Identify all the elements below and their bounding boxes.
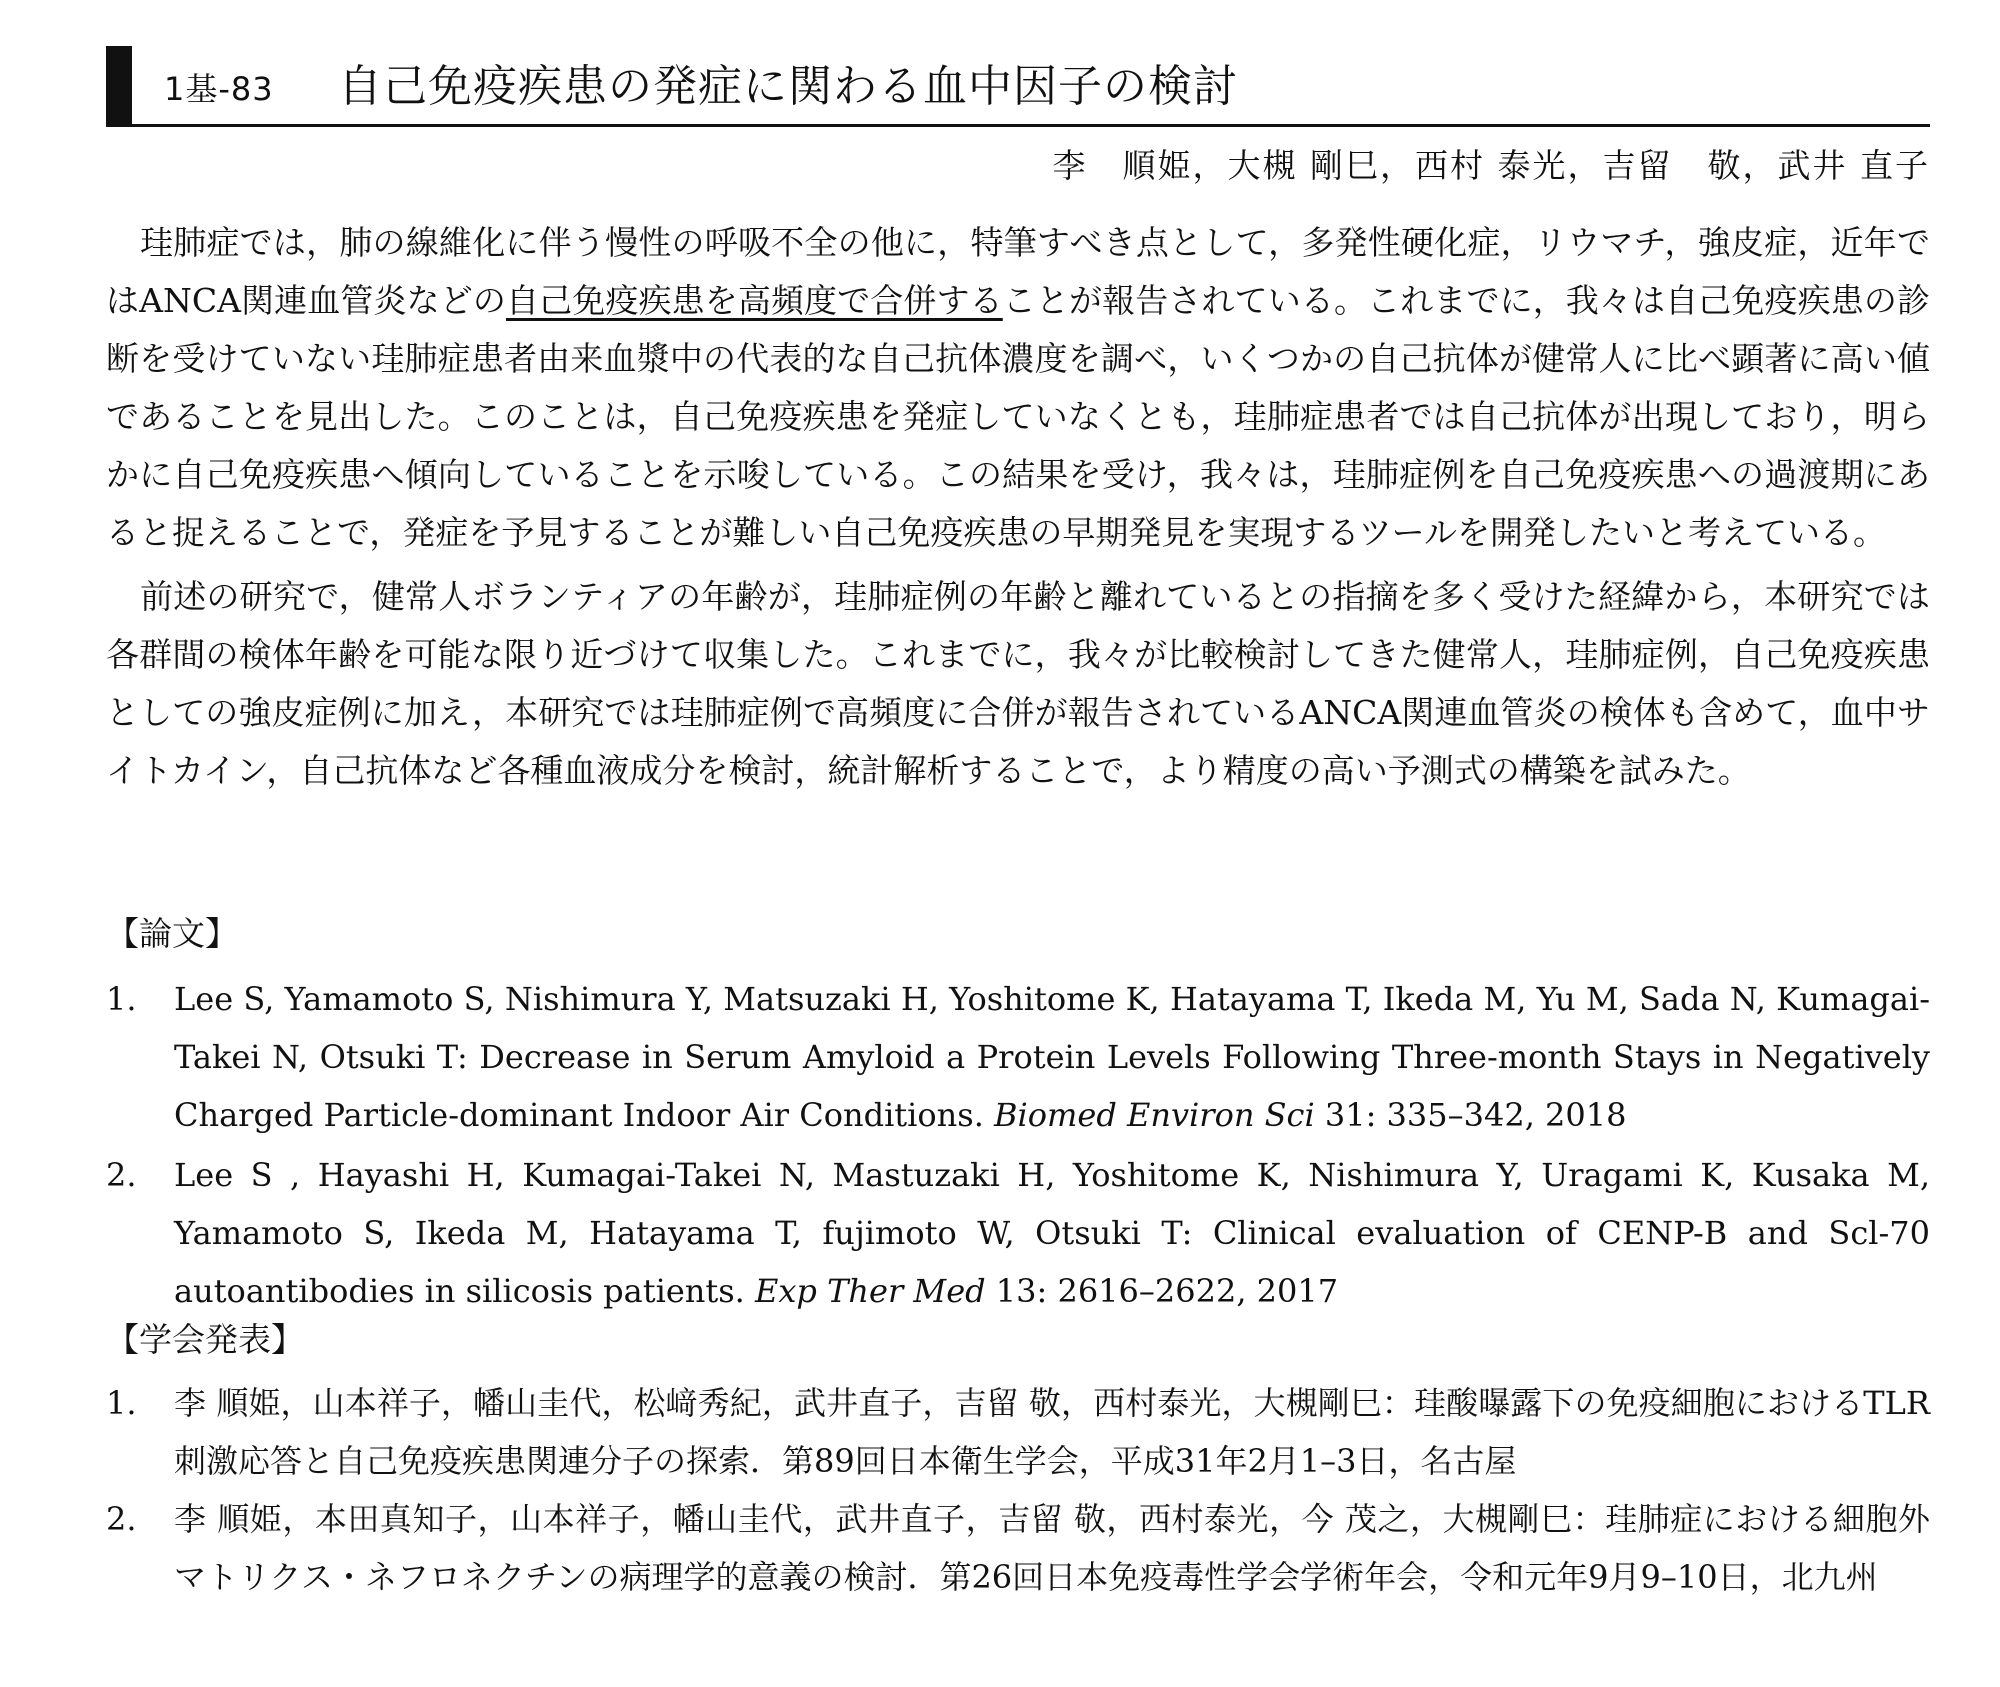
- presentation-number: 1.: [106, 1384, 137, 1422]
- page-title: 自己免疫疾患の発症に関わる血中因子の検討: [338, 61, 1238, 112]
- header-bar: [106, 46, 132, 126]
- abstract-body: [106, 214, 1930, 800]
- paper-volume: 13: 2616–2622, 2017: [985, 1272, 1339, 1310]
- presentations-heading: 【学会発表】: [106, 1320, 304, 1359]
- paper-citation: [174, 970, 1930, 1144]
- paper-number: 1.: [106, 980, 137, 1018]
- presentation-citation: 李 順姫，本田真知子，山本祥子，幡山圭代，武井直子，吉留 敬，西村泰光，今 茂之，大槻剛巳：珪肺症における細胞外マトリクス・ネフロネクチンの病理学的意義の検討．第26回日本免疫毒性学会学術年会，令和元年9月9–10日，北九州: [174, 1500, 1930, 1596]
- paper-journal: Biomed Environ Sci: [994, 1096, 1315, 1134]
- abstract-id: 1基-83: [164, 70, 274, 108]
- presentation-number: 2.: [106, 1500, 137, 1538]
- paper-citation: [174, 1146, 1930, 1320]
- paragraph-1: [106, 214, 1930, 562]
- paper-number: 2.: [106, 1156, 137, 1194]
- paper-item: [106, 1146, 1930, 1320]
- header: [106, 38, 1930, 127]
- presentation-item: [106, 1490, 1930, 1606]
- paragraph-1-part-b: ことが報告されている。これまでに，我々は自己免疫疾患の診断を受けていない珪肺症患者由来血漿中の代表的な自己抗体濃度を調べ，いくつかの自己抗体が健常人に比べ顕著に高い値であることを見出した。このことは，自己免疫疾患を発症していなくとも，珪肺症患者では自己抗体が出現しており，明らかに自己免疫疾患へ傾向していることを示唆している。この結果を受け，我々は，珪肺症例を自己免疫疾患への過渡期にあると捉えることで，発症を予見することが難しい自己免疫疾患の早期発見を実現するツールを開発したいと考えている。: [106, 281, 1931, 552]
- paragraph-2: 前述の研究で，健常人ボランティアの年齢が，珪肺症例の年齢と離れているとの指摘を多く受けた経緯から，本研究では各群間の検体年齢を可能な限り近づけて収集した。これまでに，我々が比較検討してきた健常人，珪肺症例，自己免疫疾患としての強皮症例に加え，本研究では珪肺症例で高頻度に合併が報告されているANCA関連血管炎の検体も含めて，血中サイトカイン，自己抗体など各種血液成分を検討，統計解析することで，より精度の高い予測式の構築を試みた。: [106, 577, 1930, 790]
- paper-item: [106, 970, 1930, 1144]
- underlined-phrase: 自己免疫疾患を高頻度で合併する: [505, 281, 1003, 320]
- paper-volume: 31: 335–342, 2018: [1314, 1096, 1627, 1134]
- paragraph-1-part-a: 珪肺症では，肺の線維化に伴う慢性の呼吸不全の他に，特筆すべき点として，多発性硬化症，リウマチ，強皮症，近年ではANCA関連血管炎などの: [106, 223, 1930, 320]
- presentation-item: [106, 1374, 1930, 1490]
- papers-heading: 【論文】: [106, 914, 238, 953]
- paper-authors-title: Lee S, Yamamoto S, Nishimura Y, Matsuzaki H, Yoshitome K, Hatayama T, Ikeda M, Yu M, Sada N, Kumagai-Takei N, Otsuki T: Decrease in Serum Amyloid a Protein Levels Following Three-month Stays in Negatively Charged Particle-dominant Indoor Air Conditions.: [174, 980, 1930, 1134]
- paper-journal: Exp Ther Med: [755, 1272, 986, 1310]
- paper-authors-title: Lee S , Hayashi H, Kumagai-Takei N, Mastuzaki H, Yoshitome K, Nishimura Y, Uragami K, Kusaka M, Yamamoto S, Ikeda M, Hatayama T, fujimoto W, Otsuki T: Clinical evaluation of CENP-B and Scl-70 autoantibodies in silicosis patients.: [174, 1156, 1930, 1310]
- authors: 李 順姫，大槻 剛巳，西村 泰光，吉留 敬，武井 直子: [1052, 146, 1930, 185]
- presentation-citation: 李 順姫，山本祥子，幡山圭代，松﨑秀紀，武井直子，吉留 敬，西村泰光，大槻剛巳：珪酸曝露下の免疫細胞におけるTLR刺激応答と自己免疫疾患関連分子の探索．第89回日本衛生学会，平成31年2月1–3日，名古屋: [174, 1384, 1930, 1480]
